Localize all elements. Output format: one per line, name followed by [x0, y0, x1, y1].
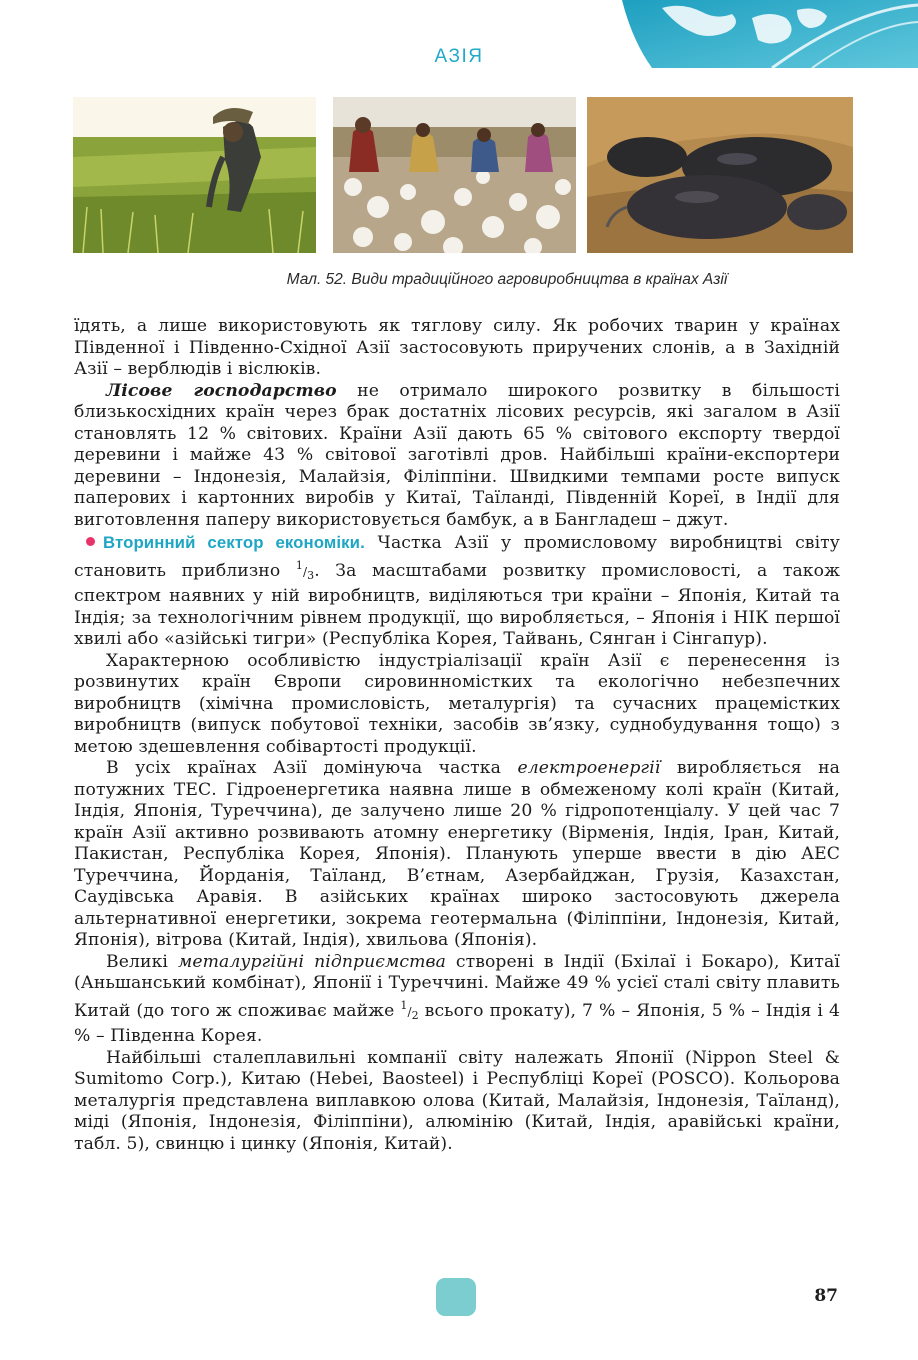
term-metallurgy: металургійні підприємства: [177, 951, 446, 972]
body-text: [74, 316, 840, 1155]
fraction-one-half: $^1/_2$: [400, 998, 419, 1022]
paragraph: Характерною особливістю індустріалізації країн Азії є перенесення із розвинутих країн Європи сировинномістких та екологічно небезпечних виробництв (хімічна промисловість, металургія) та сучасних працемістких виробництв (випуск побутової техніки, засобів зв’язку, суднобудування тощо) з метою здешевлення собівартості продукції.: [74, 650, 840, 757]
term-forestry: Лісове господарство: [106, 380, 337, 401]
paragraph: їдять, а лише використовують як тяглову силу. Як робочих тварин у країнах Південної і Південно-Східної Азії застосовують приручених слонів, а в Західній Азії – верблюдів і віслюків.: [74, 316, 840, 379]
rice-field-photo: [73, 97, 316, 253]
paragraph: Найбільші сталеплавильні компанії світу належать Японії (Nippon Steel & Sumitomo Corp.), Китаю (Hebei, Baosteel) і Республіці Кореї (POSCO). Кольорова металургія представлена виплавкою олова (Китай, Малайзія, Індонезія, Таїланд), міді (Японія, Індонезія, Філіппіни), алюмінію (Китай, Індія, аравійські країни, табл. 5), свинцю і цинку (Японія, Китай).: [74, 1047, 840, 1154]
page-tab-decoration: [436, 1278, 476, 1316]
paragraph-secondary-sector: Вторинний сектор економіки. Частка Азії у промисловому виробництві світу становить приблизно $^1/_3$. За масштабами розвитку промисловості, а також спектром наявних у ній виробництв, виділяються три країни – Японія, Китай та Індія; за технологічним рівнем продукції, що виробляється, – Японія і НІК першої хвилі або «азійські тигри» (Республіка Корея, Тайвань, Сянган і Сінгапур).: [74, 533, 841, 649]
bullet-icon: [86, 537, 95, 546]
figure-caption: Мал. 52. Види традиційного агровиробництва в країнах Азії: [286, 271, 728, 288]
paragraph-metallurgy: Великі металургійні підприємства створені в Індії (Бхілаї і Бокаро), Китаї (Аньшанський комбінат), Японії і Туреччині. Майже 49 % усієї сталі світу плавить Китай (до того ж споживає майже $^1/_2$ всього прокату), 7 % – Японія, 5 % – Індія і 4 % – Південна Корея.: [74, 951, 840, 1046]
page-number: 87: [814, 1286, 838, 1306]
term-electricity: електроенергії: [517, 758, 661, 778]
cotton-harvest-photo: [333, 97, 576, 253]
paragraph-forestry: Лісове господарство не отримало широкого розвитку в більшості близькосхідних країн через брак достатніх лісових ресурсів, які загалом в Азії становлять 12 % світових. Країни Азії дають 65 % світового експорту твердої деревини і майже 43 % світової заготівлі дров. Найбільші країни-експортери деревини – Індонезія, Малайзія, Філіппіни. Швидкими темпами росте випуск паперових і картонних виробів у Китаї, Таїланді, Південній Кореї, в Індії для виготовлення паперу використовується бамбук, а в Бангладеш – джут.: [74, 380, 840, 530]
paragraph-electricity: В усіх країнах Азії домінуюча частка електроенергії виробляється на потужних ТЕС. Гідроенергетика наявна лише в обмеженому колі країн (Китай, Індія, Японія, Туреччина), де залучено лише 20 % гідропотенціалу. У цей час 7 країн Азії активно розвивають атомну енергетику (Вірменія, Індія, Іран, Китай, Пакистан, Республіка Корея, Японія). Планують уперше ввести в дію АЕС Туреччина, Йорданія, Таїланд, В’єтнам, Азербайджан, Грузія, Казахстан, Саудівська Аравія. В азійських країнах широко застосовують джерела альтернативної енергетики, зокрема геотермальна (Філіппіни, Індонезія, Китай, Японія), вітрова (Китай, Індія), хвильова (Японія).: [74, 758, 841, 950]
running-title: АЗІЯ: [434, 46, 484, 67]
pigs-photo: [587, 97, 853, 253]
fraction-one-third: $^1/_3$: [295, 558, 315, 582]
section-title: Вторинний сектор економіки.: [103, 533, 365, 552]
